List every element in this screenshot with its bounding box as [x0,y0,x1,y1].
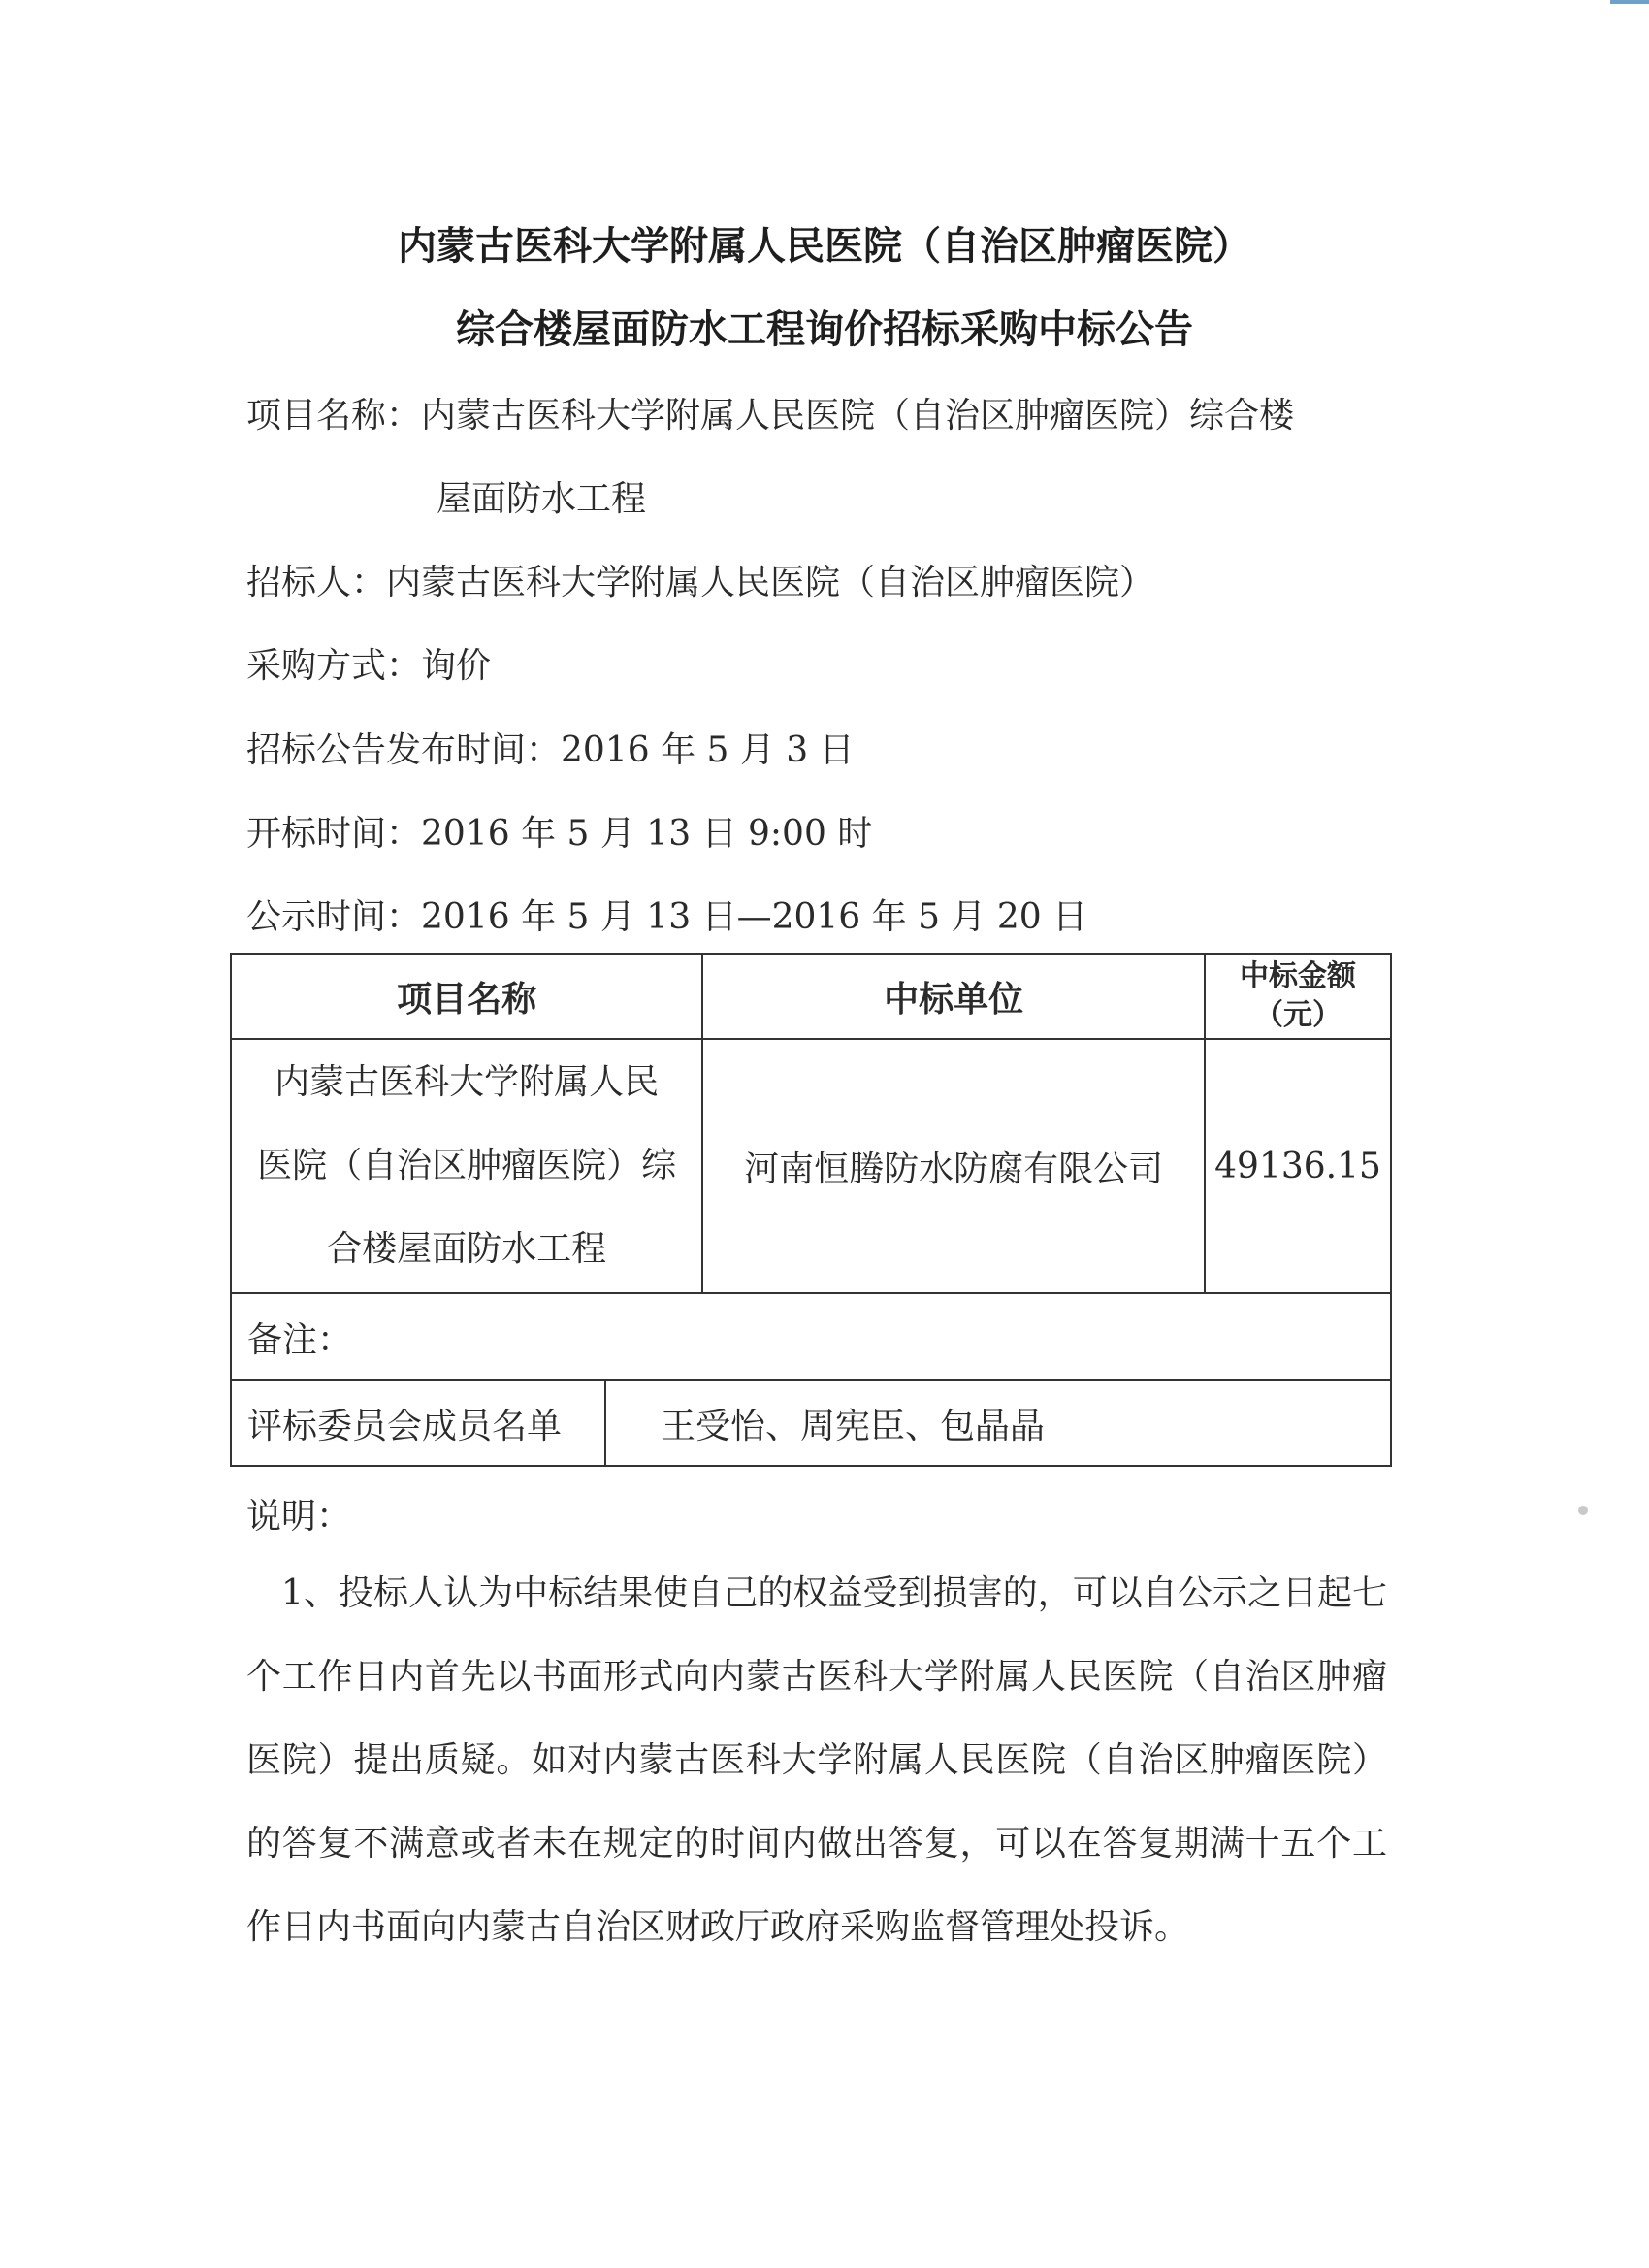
project-name-row [246,388,1294,437]
cell-project-line-1: 内蒙古医科大学附属人民 [275,1062,660,1102]
publish-time-row [246,723,855,772]
header-winning-bidder: 中标单位 [702,954,1205,1039]
cell-winning-bidder: 河南恒腾防水防腐有限公司 [702,1039,1205,1293]
project-name-continuation: 屋面防水工程 [436,479,647,519]
scan-speck [1578,1506,1588,1515]
notes-paragraph-text: 1、投标人认为中标结果使自己的权益受到损害的，可以自公示之日起七个工作日内首先以书面形式向内蒙古医科大学附属人民医院（自治区肿瘤医院）提出质疑。如对内蒙古医科大学附属人民医院（自治区肿瘤医院）的答复不满意或者未在规定的时间内做出答复，可以在答复期满十五个工作日内书面向内蒙古自治区财政厅政府采购监督管理处投诉。 [246,1573,1387,1947]
notes-label: 说明： [246,1497,352,1537]
header-amount-line-2: （元） [1254,998,1342,1032]
publish-time-value: 2016 年 5 月 3 日 [561,730,855,770]
committee-cell [231,1380,1391,1466]
cell-project-line-3: 合楼屋面防水工程 [327,1229,607,1269]
project-name-value-1: 内蒙古医科大学附属人民医院（自治区肿瘤医院）综合楼 [421,396,1295,436]
committee-row [231,1380,1391,1466]
opening-time-value: 2016 年 5 月 13 日 9:00 时 [421,814,873,854]
method-value: 询价 [421,646,492,686]
committee-members: 王受怡、周宪臣、包晶晶 [661,1406,1046,1446]
notice-period-label: 公示时间： [246,897,422,937]
table-header-row [231,954,1391,1039]
tenderer-label: 招标人： [246,563,387,602]
title-line-2: 综合楼屋面防水工程询价招标采购中标公告 [456,308,1193,352]
remark-label: 备注： [231,1293,1391,1380]
cell-award-amount: 49136.15 [1205,1039,1391,1293]
notice-period-row [246,890,1087,939]
remark-row [231,1293,1391,1380]
header-project-name: 项目名称 [231,954,702,1039]
header-amount-line-1: 中标金额 [1240,959,1357,993]
opening-time-row [246,806,872,856]
method-row [246,638,491,688]
committee-label: 评标委员会成员名单 [232,1381,605,1465]
table-row [231,1039,1391,1293]
publish-time-label: 招标公告发布时间： [246,730,562,770]
scan-edge-mark [1610,0,1649,4]
project-name-label: 项目名称： [246,396,422,436]
title-line-1: 内蒙古医科大学附属人民医院（自治区肿瘤医院） [398,224,1251,269]
notes-paragraph [246,1552,1387,1969]
tenderer-value: 内蒙古医科大学附属人民医院（自治区肿瘤医院） [386,563,1155,602]
committee-inner [232,1381,1390,1465]
method-label: 采购方式： [246,646,422,686]
opening-time-label: 开标时间： [246,814,422,854]
cell-project-line-2: 医院（自治区肿瘤医院）综 [257,1146,677,1185]
award-table [230,953,1392,1467]
tenderer-row [246,555,1154,604]
notice-period-value: 2016 年 5 月 13 日—2016 年 5 月 20 日 [421,897,1088,937]
cell-project-name [231,1039,702,1293]
header-award-amount [1205,954,1391,1039]
